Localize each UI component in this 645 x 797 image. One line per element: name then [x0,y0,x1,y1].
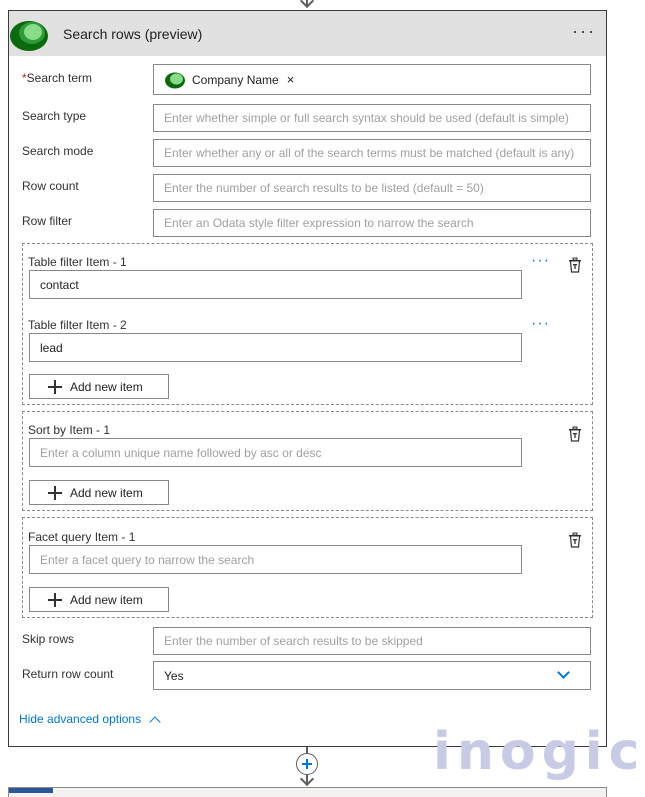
row-filter-field[interactable]: Enter an Odata style filter expression to narrow the search [153,209,591,237]
action-card [8,10,607,747]
return-row-count-row [22,667,592,697]
row-count-field[interactable]: Enter the number of search results to be listed (default = 50) [153,174,591,202]
hide-advanced-options-label: Hide advanced options [19,712,142,726]
delete-group-icon[interactable] [567,426,583,442]
search-term-field[interactable] [153,64,591,95]
search-type-field[interactable]: Enter whether simple or full search syntax should be used (default is simple) [153,104,591,132]
next-action-card[interactable] [8,787,607,797]
more-options-icon[interactable]: ··· [572,20,596,41]
dataverse-token-icon [164,71,186,89]
add-item-label: Add new item [70,379,143,394]
token-remove-icon[interactable]: × [286,72,295,87]
table-filter-item-1-input[interactable]: contact [29,270,522,299]
plus-icon [48,380,62,394]
return-row-count-value: Yes [164,668,184,683]
facet-query-item-1-label: Facet query Item - 1 [28,530,136,544]
table-filter-item-2-more-icon[interactable]: ··· [531,315,550,332]
table-filter-add-item-button[interactable] [29,374,169,399]
search-term-row [22,69,592,99]
next-action-accent [9,788,53,793]
return-row-count-label: Return row count [22,667,114,681]
dynamic-content-token[interactable] [164,71,294,89]
connector-top [300,0,314,10]
plus-icon [48,486,62,500]
search-term-label: *Search term [22,71,93,85]
table-filter-group [22,243,593,405]
plus-icon [48,593,62,607]
skip-rows-label: Skip rows [22,632,75,646]
table-filter-item-1-label: Table filter Item - 1 [28,255,127,269]
search-mode-field[interactable]: Enter whether any or all of the search terms must be matched (default is any) [153,139,591,167]
row-filter-label: Row filter [22,214,73,228]
hide-advanced-options-link[interactable] [19,712,159,726]
dataverse-logo-icon [6,16,52,52]
chevron-up-icon [149,716,160,727]
delete-group-icon[interactable] [567,532,583,548]
action-title: Search rows (preview) [63,25,203,42]
facet-query-group [22,517,593,618]
required-mark: * [22,71,27,85]
table-filter-item-2-label: Table filter Item - 2 [28,318,127,332]
sort-by-group [22,411,593,511]
sort-by-item-1-input[interactable]: Enter a column unique name followed by asc or desc [29,438,522,467]
table-filter-item-1-more-icon[interactable]: ··· [531,252,550,269]
row-filter-row [22,214,592,244]
return-row-count-select[interactable] [153,661,591,690]
chevron-down-icon [557,666,570,679]
add-item-label: Add new item [70,485,143,500]
sort-by-item-1-label: Sort by Item - 1 [28,423,111,437]
search-mode-row [22,144,592,174]
facet-query-item-1-input[interactable]: Enter a facet query to narrow the search [29,545,522,574]
add-item-label: Add new item [70,592,143,607]
delete-group-icon[interactable] [567,257,583,273]
facet-query-add-item-button[interactable] [29,587,169,612]
skip-rows-row [22,632,592,662]
row-count-row [22,179,592,209]
table-filter-item-2-input[interactable]: lead [29,333,522,362]
plus-icon [302,759,312,769]
search-type-label: Search type [22,109,87,123]
row-count-label: Row count [22,179,79,193]
inogic-watermark: inogic [433,722,645,782]
token-label: Company Name [192,72,279,87]
search-mode-label: Search mode [22,144,94,158]
sort-by-add-item-button[interactable] [29,480,169,505]
action-card-header[interactable] [9,11,606,56]
search-type-row [22,109,592,139]
skip-rows-field[interactable]: Enter the number of search results to be skipped [153,627,591,655]
